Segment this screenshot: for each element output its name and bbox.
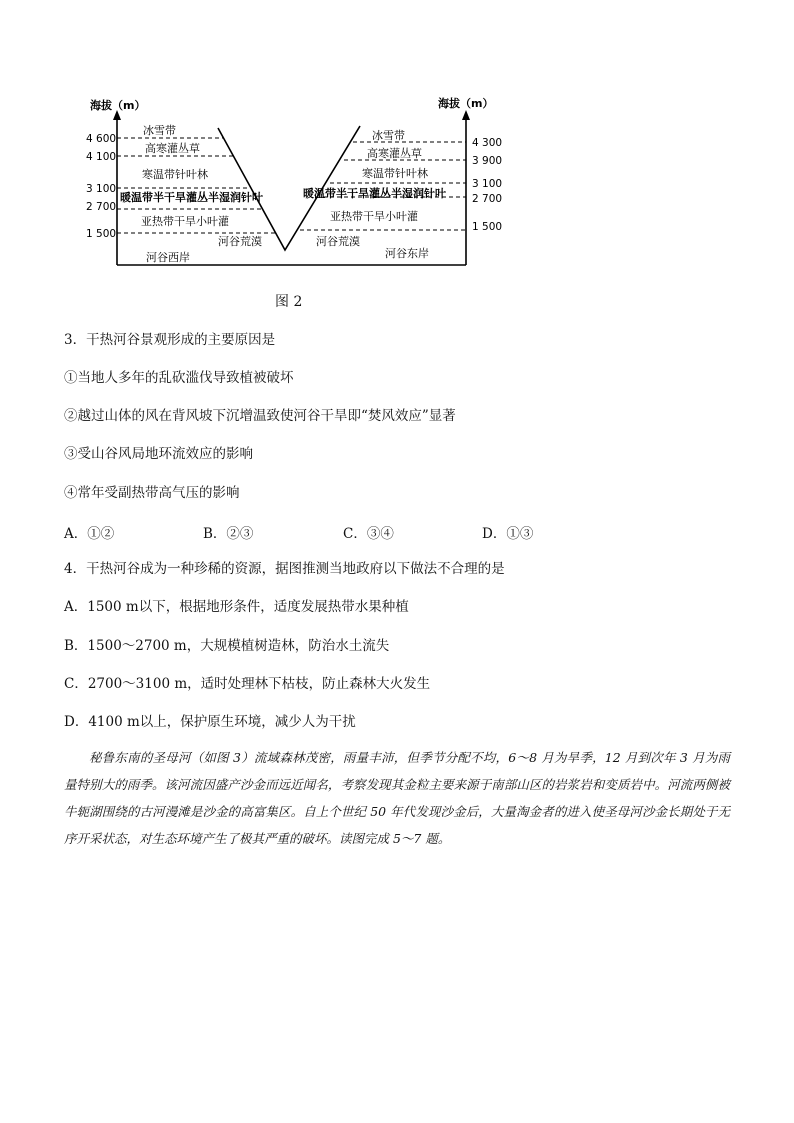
right-zone-label: 暖温带半干旱灌丛半湿润针叶 <box>303 187 446 200</box>
right-zone-label: 高寒灌丛草 <box>367 147 422 160</box>
left-zone-label: 亚热带干旱小叶灌 <box>141 215 229 228</box>
right-axis-title: 海拔（m） <box>438 97 494 110</box>
q3-item: ③受山谷风局地环流效应的影响 <box>64 446 253 462</box>
left-zone-label: 寒温带针叶林 <box>142 168 208 181</box>
right-tick: 3 100 <box>472 178 503 190</box>
left-zone-label: 河谷荒漠 <box>218 235 262 248</box>
q3-option-d[interactable]: D．①③ <box>482 526 534 542</box>
left-axis-title: 海拔（m） <box>90 99 146 112</box>
right-axis-arrow <box>462 110 470 120</box>
q4-stem: 4．干热河谷成为一种珍稀的资源，据图推测当地政府以下做法不合理的是 <box>64 561 505 577</box>
right-tick: 1 500 <box>472 221 503 233</box>
left-tick: 4 100 <box>86 151 117 163</box>
q4-option-d[interactable]: D．4100 m以上，保护原生环境，减少人为干扰 <box>64 714 356 730</box>
right-tick: 4 300 <box>472 137 503 149</box>
valley-vegetation-diagram <box>0 0 794 320</box>
right-tick: 3 900 <box>472 155 503 167</box>
q3-item: ①当地人多年的乱砍滥伐导致植被破坏 <box>64 370 294 386</box>
q4-option-b[interactable]: B．1500～2700 m，大规模植树造林，防治水土流失 <box>64 638 390 654</box>
q4-option-c[interactable]: C．2700～3100 m，适时处理林下枯枝，防止森林大火发生 <box>64 676 431 692</box>
q3-option-c[interactable]: C．③④ <box>343 526 394 542</box>
q3-item: ②越过山体的风在背风坡下沉增温致使河谷干旱即“焚风效应”显著 <box>64 408 456 424</box>
q3-options <box>64 522 704 540</box>
q3-item: ④常年受副热带高气压的影响 <box>64 485 240 501</box>
east-bank-label: 河谷东岸 <box>385 247 429 260</box>
west-bank-label: 河谷西岸 <box>146 251 190 264</box>
left-zone-label: 高寒灌丛草 <box>145 142 200 155</box>
q4-option-a[interactable]: A．1500 m以下，根据地形条件，适度发展热带水果种植 <box>64 599 409 615</box>
right-zone-label: 河谷荒漠 <box>316 235 360 248</box>
left-tick: 3 100 <box>86 183 117 195</box>
left-tick: 4 600 <box>86 133 117 145</box>
q3-option-a[interactable]: A．①② <box>64 526 115 542</box>
right-zone-label: 亚热带干旱小叶灌 <box>330 210 418 223</box>
q3-stem: 3．干热河谷景观形成的主要原因是 <box>64 332 276 348</box>
left-zone-label: 冰雪带 <box>143 124 176 137</box>
left-tick: 1 500 <box>86 228 117 240</box>
q3-option-b[interactable]: B．②③ <box>203 526 254 542</box>
figure-caption: 图 2 <box>275 294 303 310</box>
left-zone-label: 暖温带半干旱灌丛半湿润针叶 <box>120 191 263 204</box>
right-zone-label: 冰雪带 <box>372 129 405 142</box>
reading-passage: 秘鲁东南的圣母河（如图 3）流域森林茂密，雨量丰沛，但季节分配不均，6～8 月为旱季，12 月到次年 3 月为雨量特别大的雨季。该河流因盛产沙金而远近闻名，考察发现其金粒主要来源于南部山区的岩浆岩和变质岩中。河流两侧被牛轭湖围绕的古河漫滩是沙金的高富集区。自上个世纪 50 年代发现沙金后，大量淘金者的进入使圣母河沙金长期处于无序开采状态，对生态环境产生了极其严重的破坏。读图完成 5～7 题。 <box>64 750 730 846</box>
right-zone-label: 寒温带针叶林 <box>362 167 428 180</box>
left-tick: 2 700 <box>86 201 117 213</box>
right-tick: 2 700 <box>472 193 503 205</box>
